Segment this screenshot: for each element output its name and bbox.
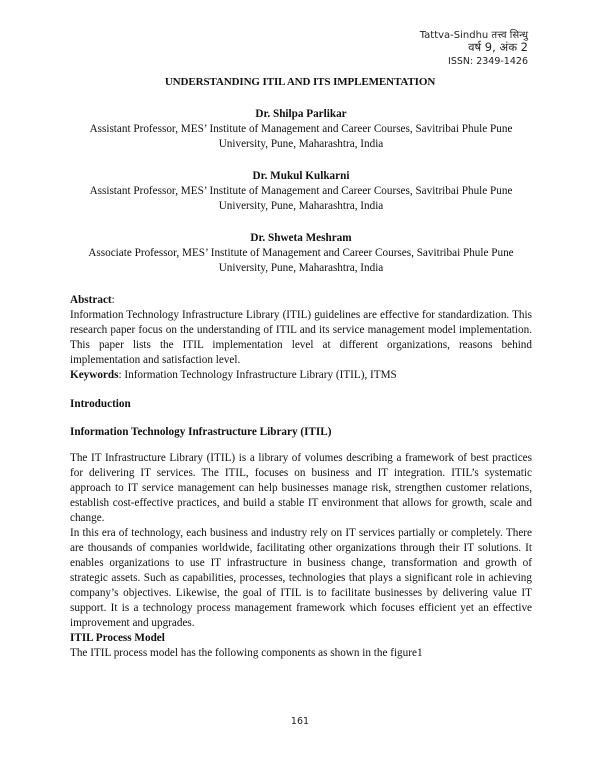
author-affiliation: Associate Professor, MES’ Institute of Management and Career Courses, Savitribai Phule Pune [88,247,514,259]
itil-body [70,451,532,661]
author-name: Dr. Mukul Kulkarni [252,170,350,182]
page-number: 161 [290,716,310,727]
process-model-heading: ITIL Process Model [70,632,165,644]
volume-issue: वर्ष 9, अंक 2 [468,40,528,54]
abstract-section [70,293,532,383]
author-name: Dr. Shweta Meshram [250,232,352,244]
section-heading-itil: Information Technology Infrastructure Library (ITIL) [70,426,332,438]
author-affiliation-location: University, Pune, Maharashtra, India [218,138,384,150]
author-name: Dr. Shilpa Parlikar [255,108,347,120]
keywords-text: : Information Technology Infrastructure Library (ITIL), ITMS [118,369,397,381]
paragraph: The ITIL process model has the following components as shown in the figure1 [70,647,423,659]
author-block [70,230,532,276]
author-block [70,168,532,214]
author-block [70,106,532,152]
paragraph: In this era of technology, each business and industry rely on IT services partially or completely. There are thousands of companies worldwide, facilitating other organizations through their IT solutions. It enables organizations to use IT infrastructure in business change, transformation and growth of strategic assets. Such as capabilities, processes, technologies that plays a significant role in achieving company’s objectives. Likewise, the goal of ITIL is to facilitate businesses by delivering value IT support. It is a technology process management framework which focuses efficient yet an effective improvement and upgrades. [70,527,532,629]
author-affiliation-location: University, Pune, Maharashtra, India [218,200,384,212]
keywords-label: Keywords [70,369,119,381]
issn: ISSN: 2349-1426 [448,56,528,67]
paper-title: UNDERSTANDING ITIL AND ITS IMPLEMENTATION [164,76,436,88]
abstract-text: Information Technology Infrastructure Library (ITIL) guidelines are effective for standardization. This research paper focus on the understanding of ITIL and its service management model implementation. This paper lists the ITIL implementation level at different organizations, reasons behind implementation and satisfaction level. [70,309,532,366]
author-affiliation: Assistant Professor, MES’ Institute of Management and Career Courses, Savitribai Phule Pune [89,123,513,135]
journal-name: Tattva-Sindhu तत्त्व सिन्धु [419,30,528,41]
author-affiliation-location: University, Pune, Maharashtra, India [218,262,384,274]
section-heading-introduction: Introduction [70,398,131,410]
author-affiliation: Assistant Professor, MES’ Institute of Management and Career Courses, Savitribai Phule Pune [89,185,513,197]
abstract-label: Abstract [70,294,112,306]
abstract-colon: : [111,294,115,306]
paragraph: The IT Infrastructure Library (ITIL) is a library of volumes describing a framework of best practices for delivering IT services. The ITIL, focuses on business and IT integration. ITIL’s systematic approach to IT service management can help businesses manage risk, strengthen customer relations, establish cost-effective practices, and build a stable IT environment that allows for growth, scale and change. [70,452,532,524]
